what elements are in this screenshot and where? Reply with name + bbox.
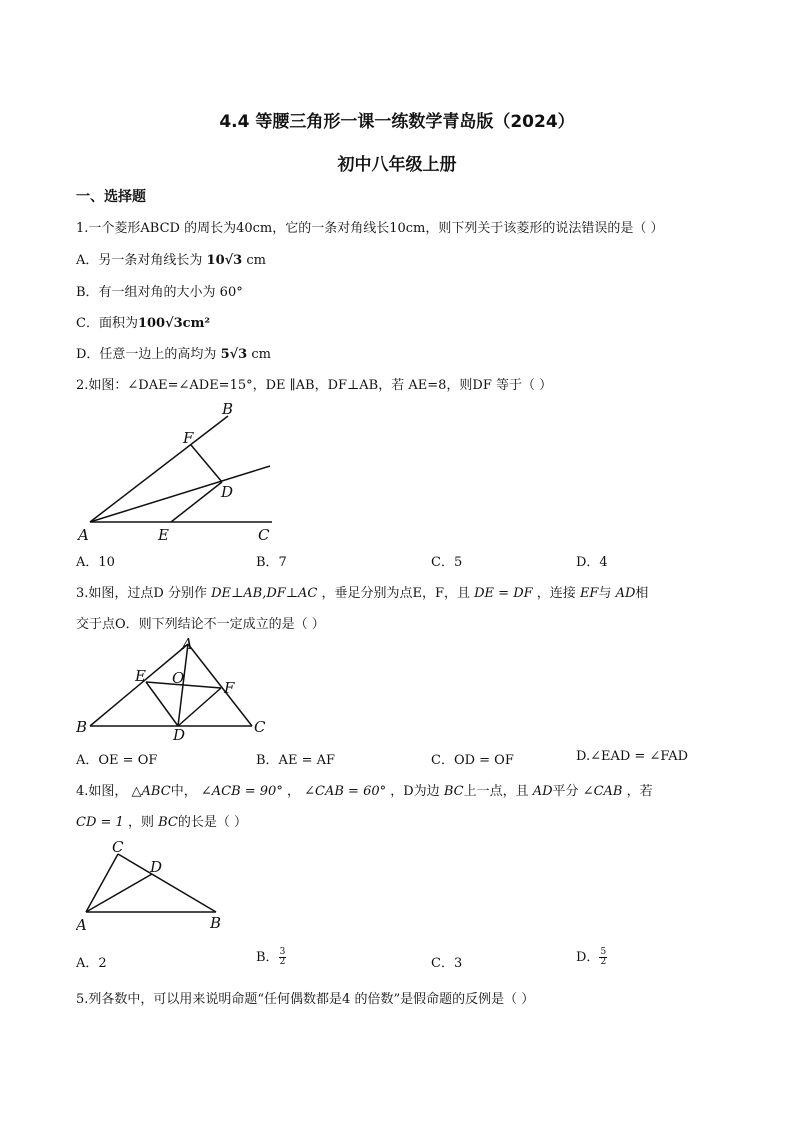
question-2-option-c: C．5: [431, 555, 463, 570]
option-d-text: D．任意一边上的高均为: [76, 347, 221, 362]
question-2-figure: [76, 398, 286, 546]
q4-math-3: ∠CAB = 60°: [304, 784, 387, 799]
label-c: C: [254, 718, 266, 736]
label-d: D: [221, 483, 234, 501]
question-1-option-b: B．有一组对角的大小为 60°: [76, 285, 243, 300]
q4-text-f: 平分: [552, 784, 579, 799]
label-d: D: [150, 858, 163, 876]
q3-math-3: EF: [579, 586, 599, 601]
question-2-option-d: D．4: [576, 555, 608, 570]
label-d: D: [173, 726, 186, 744]
question-4-option-a: A．2: [76, 956, 107, 971]
option-c-math: 100√3cm²: [137, 316, 211, 331]
question-4-figure: [76, 838, 236, 936]
q3-text-b: ，垂足分别为点E，F，且: [321, 586, 470, 601]
question-3-stem-line1: [76, 582, 648, 601]
q4-math-5: AD: [532, 784, 553, 799]
label-e: E: [158, 526, 169, 544]
segment-fd: [178, 688, 221, 726]
option-c-text: C．面积为: [76, 316, 138, 331]
q3-text-d: 与: [598, 586, 612, 601]
question-3-option-d: D.∠EAD = ∠FAD: [576, 749, 689, 764]
question-4-option-c: C．3: [431, 956, 463, 971]
segment-df: [191, 445, 222, 482]
question-1-option-c: [76, 312, 210, 331]
question-4-stem-line2: [76, 811, 247, 830]
label-a: A: [76, 916, 87, 934]
q4-math-4: BC: [443, 784, 464, 799]
q4-math-7: CD = 1: [76, 815, 124, 830]
option-d-prefix: D．: [576, 950, 600, 965]
segment-de: [171, 482, 222, 522]
label-f: F: [224, 679, 235, 697]
page-subtitle: 初中八年级上册: [337, 155, 457, 175]
question-4-option-b: [256, 946, 286, 967]
segment-cb: [118, 854, 216, 912]
question-5-stem: 5.列各数中，可以用来说明命题“任何偶数都是4 的倍数”是假命题的反例是（ ）: [76, 992, 535, 1007]
option-b-prefix: B．: [256, 950, 279, 965]
fraction-numerator: 3: [279, 947, 286, 957]
label-o: O: [172, 669, 185, 687]
label-b: B: [222, 400, 234, 418]
segment-ac: [188, 644, 252, 726]
option-a-unit: cm: [242, 253, 266, 268]
option-a-math: 10√3: [206, 253, 243, 268]
q4-text-a: 4.如图，: [76, 784, 128, 799]
question-3-option-b: B．AE = AF: [256, 753, 335, 768]
q4-text-e: 上一点，且: [463, 784, 529, 799]
label-a: A: [78, 526, 89, 544]
label-e: E: [135, 667, 146, 685]
line-ab: [90, 416, 228, 522]
q4-math-2: ∠ACB = 90°: [200, 784, 283, 799]
option-d-fraction: [599, 948, 607, 967]
page-title: 4.4 等腰三角形一课一练数学青岛版（2024）: [219, 112, 575, 132]
question-1-option-d: [76, 343, 271, 362]
question-4-option-d: [576, 946, 607, 967]
question-2-option-a: A．10: [76, 555, 115, 570]
question-3-option-c: C．OD = OF: [431, 753, 514, 768]
question-3-figure: [76, 636, 276, 746]
question-2-option-b: B．7: [256, 555, 287, 570]
fraction-denominator: 2: [600, 957, 607, 967]
label-c: C: [258, 526, 270, 544]
question-3-option-a: A．OE = OF: [76, 753, 158, 768]
q4-math-8: BC: [158, 815, 178, 830]
q4-math-1: △ABC: [131, 784, 171, 799]
q4-text-c: ，: [286, 784, 300, 799]
fraction-denominator: 2: [279, 957, 286, 967]
q4-math-6: ∠CAB: [582, 784, 623, 799]
section-heading: 一、选择题: [76, 189, 146, 205]
fraction-numerator: 5: [600, 947, 607, 957]
q3-text-a: 3.如图，过点D 分别作: [76, 586, 207, 601]
question-2-stem: 2.如图：∠DAE=∠ADE=15°，DE ∥AB，DF⊥AB，若 AE=8，则DF 等于（ ）: [76, 378, 553, 393]
q4-text-g: ，若: [626, 784, 653, 799]
question-1-stem: 1.一个菱形ABCD 的周长为40cm，它的一条对角线长10cm，则下列关于该菱形的说法错误的是（ ）: [76, 221, 664, 236]
label-c: C: [112, 838, 124, 856]
q4-text-h: ，则: [127, 815, 154, 830]
label-a: A: [182, 636, 193, 653]
label-f: F: [183, 429, 194, 447]
option-a-text: A．另一条对角线长为: [76, 253, 207, 268]
q3-text-e: 相: [635, 586, 649, 601]
label-b: B: [210, 914, 222, 932]
q3-text-c: ，连接: [536, 586, 576, 601]
q3-math-1: DE⊥AB,DF⊥AC: [211, 586, 318, 601]
option-d-math: 5√3: [220, 347, 248, 362]
segment-ed: [146, 682, 178, 726]
option-d-unit: cm: [247, 347, 271, 362]
q4-text-d: ，D为边: [390, 784, 440, 799]
question-4-stem-line1: [76, 780, 653, 799]
question-3-stem-line2: 交于点O．则下列结论不一定成立的是（ ）: [76, 617, 325, 632]
q4-text-i: 的长是（ ）: [177, 815, 247, 830]
q4-text-b: 中，: [170, 784, 197, 799]
option-b-fraction: [279, 948, 287, 967]
q3-math-4: AD: [615, 586, 636, 601]
label-b: B: [76, 718, 88, 736]
line-ad-ray: [90, 466, 270, 522]
question-1-option-a: [76, 249, 266, 268]
q3-math-2: DE = DF: [474, 586, 533, 601]
